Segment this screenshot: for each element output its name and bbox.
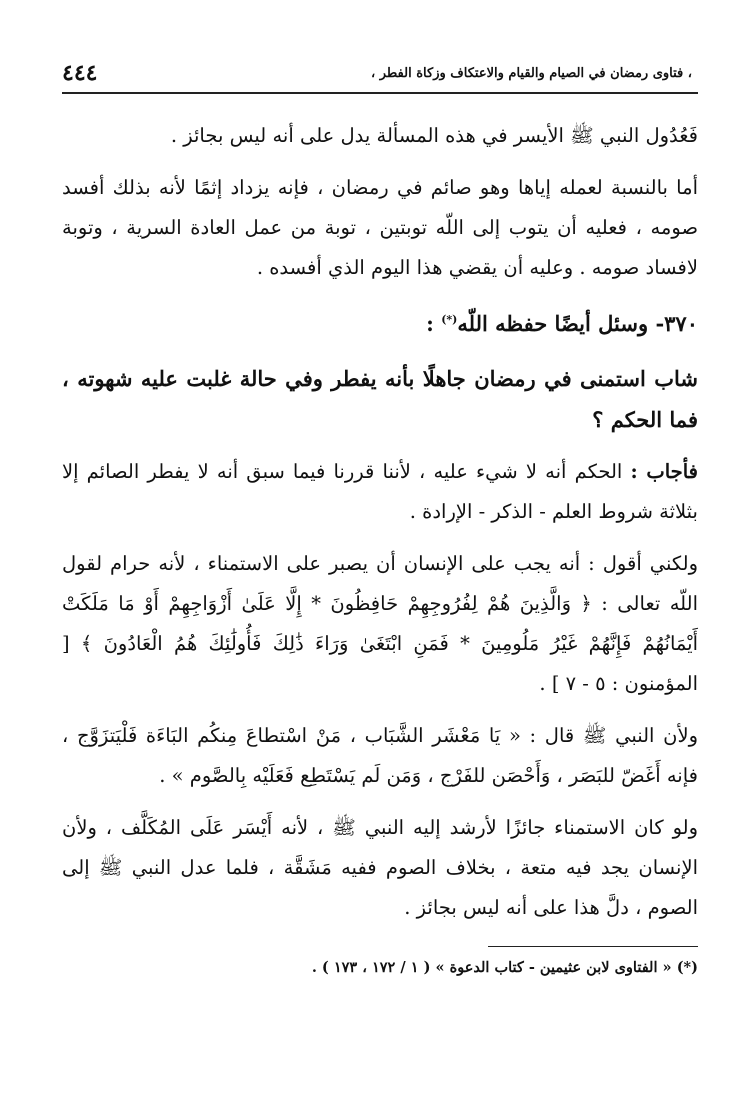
fatwa-number: ٣٧٠-	[655, 311, 698, 336]
page-body	[62, 116, 698, 981]
heading-colon: :	[426, 311, 434, 336]
running-title: ، فتاوى رمضان في الصيام والقيام والاعتكاف وزكاة الفطر ،	[371, 66, 692, 81]
footnote-text: « الفتاوى لابن عثيمين - كتاب الدعوة » ( ١ / ١٧٢ ، ١٧٣ ) .	[311, 959, 672, 976]
fatwa-heading	[62, 300, 698, 344]
fatwa-title: وسئل أيضًا حفظه اللّه	[457, 311, 649, 336]
page-header	[62, 58, 698, 94]
footnote-marker: (*)	[676, 959, 698, 976]
fatwa-answer	[62, 452, 698, 532]
footnote-ref: (*)	[441, 313, 458, 326]
answer-text: الحكم أنه لا شيء عليه ، لأننا قررنا فيما سبق أنه لا يفطر الصائم إلا بثلاثة شروط العلم - الذكر - الإرادة .	[62, 460, 698, 523]
quran-paragraph	[62, 544, 698, 704]
hadith-paragraph: ولأن النبي ﷺ قال : « يَا مَعْشَر الشَّبَاب ، مَنْ اسْتطاعَ مِنكُم البَاءَة فَلْيَتزَوَّج ، فإنه أَغَضّ للبَصَر ، وَأَحْصَن للفَرْج ، وَمَن لَم يَسْتَطِع فَعَلَيْه بِالصَّوم » .	[62, 724, 698, 787]
page-number: ٤٤٤	[62, 60, 98, 86]
book-page	[62, 58, 698, 981]
paragraph-2: أما بالنسبة لعمله إياها وهو صائم في رمضان ، فإنه يزداد إثمًا لأنه بذلك أفسد صومه ، فعليه أن يتوب إلى اللّه توبتين ، توبة من عمل العادة السرية ، وتوبة لافساد صومه . وعليه أن يقضي هذا اليوم الذي أفسده .	[62, 176, 698, 279]
fatwa-question: شاب استمنى في رمضان جاهلًا بأنه يفطر وفي حالة غلبت عليه شهوته ، فما الحكم ؟	[62, 366, 698, 432]
footnote-divider	[488, 946, 698, 947]
paragraph-1: فَعُدُول النبي ﷺ الأيسر في هذه المسألة يدل على أنه ليس بجائز .	[170, 124, 698, 147]
quran-verse: ﴿ وَالَّذِينَ هُمْ لِفُرُوجِهِمْ حَافِظُونَ * إِلَّا عَلَىٰ أَزْوَاجِهِمْ أَوْ مَا مَلَكَتْ أَيْمَانُهُمْ فَإِنَّهُمْ غَيْرُ مَلُومِينَ * فَمَنِ ابْتَغَىٰ وَرَاءَ ذَٰلِكَ فَأُولَٰئِكَ هُمُ الْعَادُونَ ﴾	[62, 592, 699, 655]
quran-intro: ولكني أقول : أنه يجب على الإنسان أن يصبر على الاستمناء ، لأنه حرام لقول اللّه تعالى :	[62, 552, 698, 615]
conclusion-paragraph: ولو كان الاستمناء جائزًا لأرشد إليه النبي ﷺ ، لأنه أَيْسَر عَلَى المُكَلَّف ، ولأن الإنسان يجد فيه متعة ، بخلاف الصوم ففيه مَشَقَّة ، فلما عدل النبي ﷺ إلى الصوم ، دلَّ هذا على أنه ليس بجائز .	[62, 816, 698, 919]
quran-reference: [ المؤمنون : ٥ - ٧ ] .	[62, 632, 698, 695]
answer-lead: فأجاب :	[630, 460, 698, 483]
footnote	[62, 955, 698, 981]
